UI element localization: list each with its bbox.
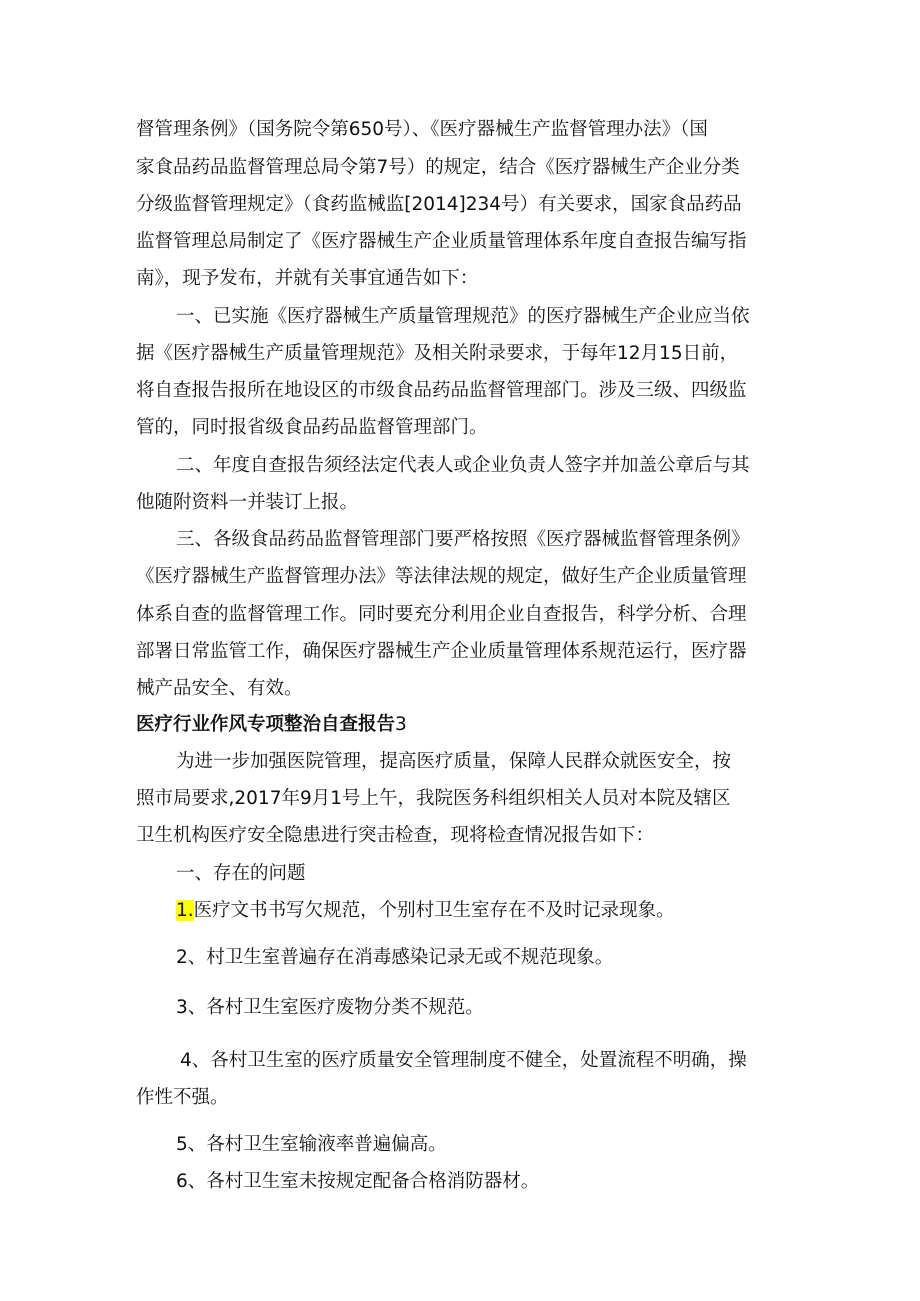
problem-item-3: 3、各村卫生室医疗废物分类不规范。 bbox=[176, 997, 484, 1018]
problem-item-6: 6、各村卫生室未按规定配备合格消防器材。 bbox=[176, 1171, 540, 1192]
highlighted-item-marker: 1. bbox=[176, 900, 194, 921]
report-text-line: 照市局要求,2017年9月1号上午，我院医务科组织相关人员对本院及辖区 bbox=[136, 788, 731, 809]
text-line: 《医疗器械生产监督管理办法》等法律法规的规定，做好生产企业质量管理 bbox=[136, 566, 747, 587]
problem-item-1 bbox=[176, 898, 675, 924]
text-line: 南》，现予发布，并就有关事宜通告如下： bbox=[136, 268, 479, 289]
section-heading bbox=[136, 712, 407, 738]
text-line: 部署日常监管工作，确保医疗器械生产企业质量管理体系规范运行，医疗器 bbox=[136, 641, 747, 662]
paragraph-three-line: 三、各级食品药品监督管理部门要严格按照《医疗器械监督管理条例》 bbox=[176, 529, 750, 550]
section-heading-number: 3 bbox=[395, 714, 407, 735]
text-line: 体系自查的监督管理工作。同时要充分利用企业自查报告，科学分析、合理 bbox=[136, 604, 747, 625]
text-line: 械产品安全、有效。 bbox=[136, 678, 303, 699]
text-line: 监督管理总局制定了《医疗器械生产企业质量管理体系年度自查报告编写指 bbox=[136, 231, 747, 252]
problem-item-5: 5、各村卫生室输液率普遍偏高。 bbox=[176, 1134, 447, 1155]
problem-item-2: 2、村卫生室普遍存在消毒感染记录无或不规范现象。 bbox=[176, 947, 614, 968]
text-line: 将自查报告报所在地设区的市级食品药品监督管理部门。涉及三级、四级监 bbox=[136, 380, 747, 401]
report-intro-line: 为进一步加强医院管理，提高医疗质量，保障人民群众就医安全，按 bbox=[176, 751, 732, 772]
text-line: 督管理条例》（国务院令第650号）、《医疗器械生产监督管理办法》（国 bbox=[136, 119, 708, 140]
paragraph-one-line: 一、已实施《医疗器械生产质量管理规范》的医疗器械生产企业应当依 bbox=[176, 306, 750, 327]
text-line: 家食品药品监督管理总局令第7号）的规定，结合《医疗器械生产企业分类 bbox=[136, 157, 740, 178]
report-text-line: 卫生机构医疗安全隐患进行突击检查，现将检查情况报告如下： bbox=[136, 825, 655, 846]
paragraph-two-line: 二、年度自查报告须经法定代表人或企业负责人签字并加盖公章后与其 bbox=[176, 455, 750, 476]
text-line: 据《医疗器械生产质量管理规范》及相关附录要求，于每年12月15日前， bbox=[136, 343, 739, 364]
problems-heading: 一、存在的问题 bbox=[176, 863, 306, 884]
text-line: 管的，同时报省级食品药品监督管理部门。 bbox=[136, 417, 488, 438]
text-line: 分级监督管理规定》（食药监械监[2014]234号）有关要求，国家食品药品 bbox=[136, 194, 742, 215]
problem-item-4-continuation: 作性不强。 bbox=[136, 1087, 229, 1108]
problem-item-1-text: 医疗文书书写欠规范，个别村卫生室存在不及时记录现象。 bbox=[193, 900, 675, 921]
problem-item-4: 4、各村卫生室的医疗质量安全管理制度不健全，处置流程不明确，操 bbox=[180, 1050, 747, 1071]
section-heading-title: 医疗行业作风专项整治自查报告 bbox=[136, 714, 396, 735]
text-line: 他随附资料一并装订上报。 bbox=[136, 492, 359, 513]
